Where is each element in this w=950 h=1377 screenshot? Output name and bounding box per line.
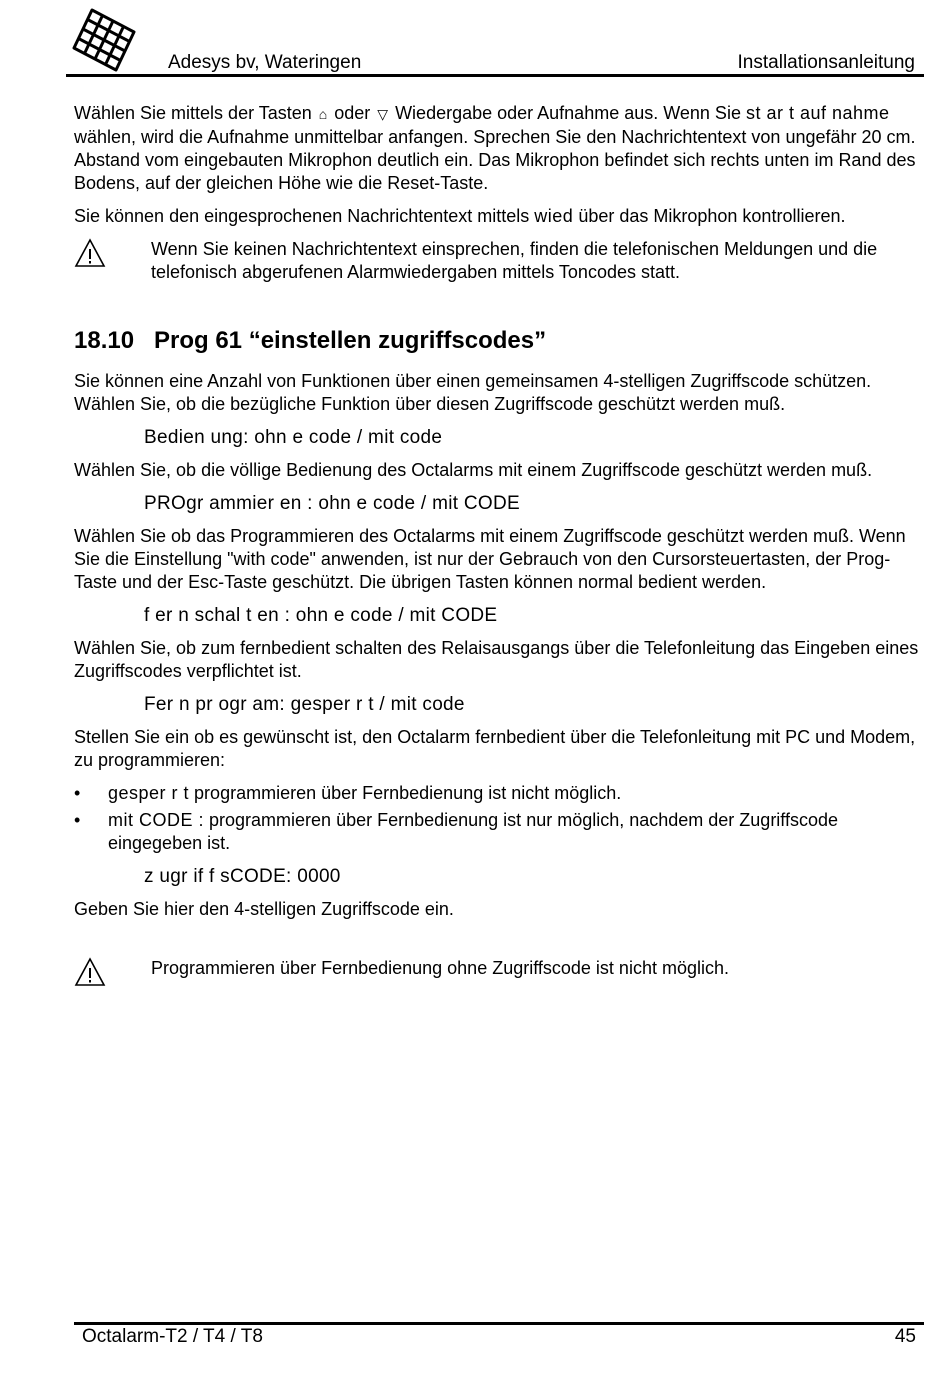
section-text-4: Stellen Sie ein ob es gewünscht ist, den Octalarm fernbedient über die Telefonleitung mit PC und Modem, zu programmieren: — [74, 727, 916, 770]
text-run: über das Mikrophon kontrollieren. — [573, 206, 846, 226]
lcd-line-zugriffscode: z ugr if f sCODE: 0000 — [144, 866, 341, 887]
spacer — [74, 931, 922, 957]
header-rule — [66, 74, 924, 77]
lcd-inline-text: st ar t auf nahme — [745, 103, 890, 123]
text-run: wählen, wird die Aufnahme unmittelbar anfangen. Sprechen Sie den Nachrichtentext von ungefähr 20 cm. Abstand vom eingebauten Mikrophon deutlich ein. Das Mikrophon befindet sich rechts unten im Rand des Bodens, auf der gleichen Höhe wie die Reset-Taste. — [74, 127, 916, 193]
text-run: Sie können den eingesprochenen Nachrichtentext mittels — [74, 206, 535, 226]
lcd-inline-text: wied — [534, 206, 574, 226]
lcd-line-bedienung: Bedien ung: ohn e code / mit code — [144, 427, 443, 448]
list-item — [74, 809, 922, 855]
section-text-3: Wählen Sie, ob zum fernbedient schalten des Relaisausgangs über die Telefonleitung das Eingeben eines Zugriffscodes verpflichtet ist. — [74, 638, 919, 681]
list-item — [74, 782, 922, 805]
text-run: programmieren über Fernbedienung ist nicht möglich. — [189, 783, 622, 803]
section-text-5: Geben Sie hier den 4-stelligen Zugriffscode ein. — [74, 899, 454, 919]
text-run: Wiedergabe oder Aufnahme aus. Wenn Sie — [390, 103, 746, 123]
header-doc-type: Installationsanleitung — [737, 52, 915, 73]
bullet-icon: • — [74, 810, 81, 830]
section-text-1: Wählen Sie, ob die völlige Bedienung des Octalarms mit einem Zugriffscode geschützt werden muß. — [74, 460, 873, 480]
section-heading — [74, 326, 922, 356]
section-title: Prog 61 “einstellen zugriffscodes” — [154, 327, 547, 354]
text-run: Wählen Sie mittels der Tasten — [74, 103, 317, 123]
warning-text-1: Wenn Sie keinen Nachrichtentext einsprechen, finden die telefonischen Meldungen und die telefonisch abgerufenen Alarmwiedergaben mittels Toncodes statt. — [151, 239, 878, 282]
warning-text-2: Programmieren über Fernbedienung ohne Zugriffscode ist nicht möglich. — [151, 958, 729, 978]
footer-rule — [74, 1322, 924, 1325]
lcd-inline-text: mit CODE : — [108, 810, 205, 830]
header-company: Adesys bv, Wateringen — [168, 52, 362, 73]
bullet-icon: • — [74, 783, 81, 803]
section-intro: Sie können eine Anzahl von Funktionen über einen gemeinsamen 4-stelligen Zugriffscode schützen. Wählen Sie, ob die bezügliche Funktion über diesen Zugriffscode geschützt werden muß. — [74, 371, 872, 414]
warning-triangle-icon — [74, 957, 106, 987]
option-list — [74, 782, 922, 855]
section-number: 18.10 — [74, 327, 135, 354]
warning-triangle-icon — [74, 238, 106, 268]
section-text-2: Wählen Sie ob das Programmieren des Octalarms mit einem Zugriffscode geschützt werden muß. Wenn Sie die Einstellung "with code" anwenden, ist nur der Gebrauch von den Cursorsteuertasten, der Prog-Taste und der Esc-Taste geschützt. Die übrigen Tasten können normal bedient werden. — [74, 526, 906, 592]
adesys-grid-logo-icon — [70, 6, 138, 74]
up-key-icon: ⌂ — [318, 106, 328, 122]
text-run: programmieren über Fernbedienung ist nur möglich, nachdem der Zugriffscode eingegeben ist. — [108, 810, 839, 853]
lcd-line-fernprogram: Fer n pr ogr am: gesper r t / mit code — [144, 694, 465, 715]
lcd-line-programmieren: PROgr ammier en : ohn e code / mit CODE — [144, 493, 520, 514]
warning-note-2 — [74, 957, 922, 1005]
lcd-line-fernschalten: f er n schal t en : ohn e code / mit CODE — [144, 605, 498, 626]
footer-product: Octalarm-T2 / T4 / T8 — [82, 1326, 263, 1347]
intro-paragraph-1 — [74, 102, 922, 195]
down-key-icon: ▽ — [377, 106, 389, 122]
page-body — [74, 102, 922, 1015]
warning-note-1 — [74, 238, 922, 286]
intro-paragraph-2 — [74, 205, 922, 228]
footer-page-number: 45 — [894, 1326, 916, 1347]
lcd-inline-text: gesper r t — [108, 783, 190, 803]
text-run: oder — [329, 103, 376, 123]
